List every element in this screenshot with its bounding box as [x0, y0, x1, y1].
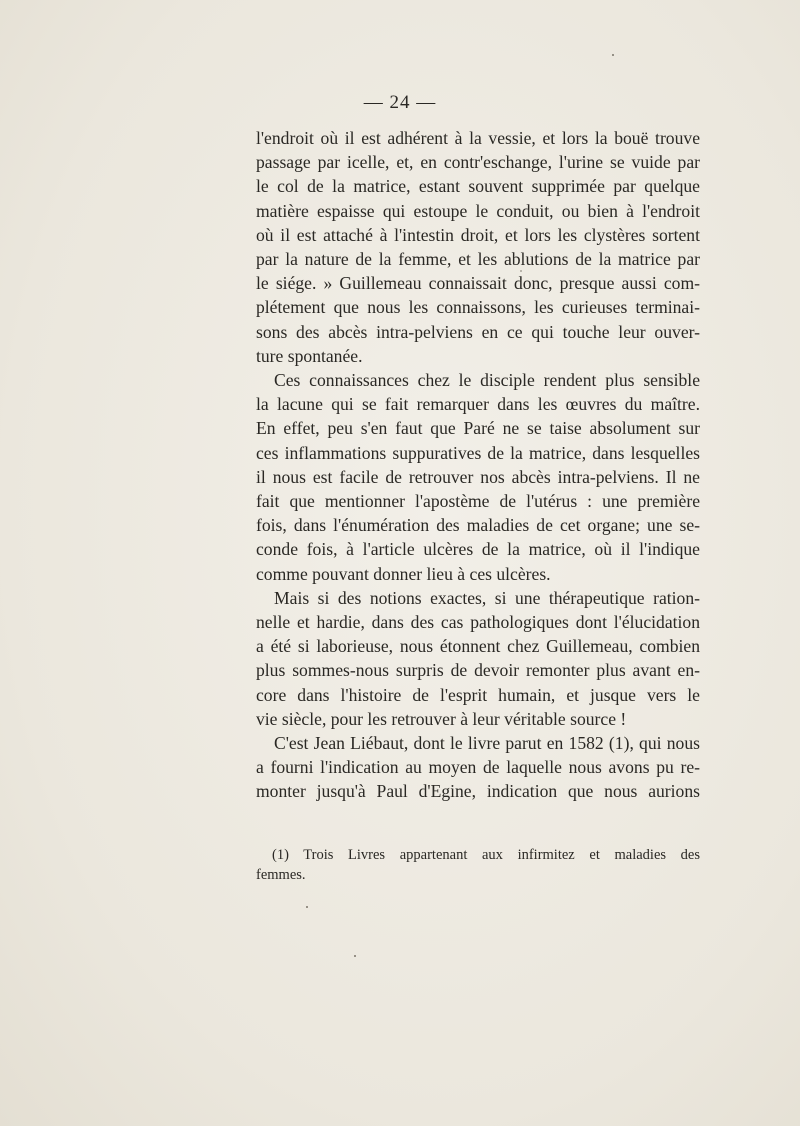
text-line: C'est Jean Liébaut, dont le livre parut en 1582 (1), qui nous	[274, 733, 700, 754]
text-line: a fourni l'indication au moyen de laquelle nous avons pu re-	[256, 757, 700, 778]
text-line: le col de la matrice, estant souvent supprimée par quelque	[256, 176, 700, 197]
text-line: nelle et hardie, dans des cas pathologiques dont l'élucidation	[256, 612, 700, 633]
page-number: — 24 —	[363, 92, 437, 113]
text-line: Mais si des notions exactes, si une thérapeutique ration-	[274, 587, 700, 608]
paragraph-2	[256, 368, 700, 586]
paragraph-4	[256, 731, 700, 804]
text-line: vie siècle, pour les retrouver à leur véritable source !	[256, 708, 627, 729]
text-line: comme pouvant donner lieu à ces ulcères.	[256, 563, 551, 584]
paragraph-1	[256, 126, 700, 368]
text-line: sons des abcès intra-pelviens en ce qui touche leur ouver-	[256, 321, 700, 342]
text-line: En effet, peu s'en faut que Paré ne se taise absolument sur	[256, 418, 700, 439]
text-line: ture spontanée.	[256, 345, 363, 366]
text-line: par la nature de la femme, et les ablutions de la matrice par	[256, 249, 700, 270]
paper-speck	[306, 906, 308, 908]
text-line: core dans l'histoire de l'esprit humain, et jusque vers le	[256, 684, 700, 705]
footnote-line: (1) Trois Livres appartenant aux infirmitez et maladies des	[272, 847, 700, 863]
text-line: matière espaisse qui estoupe le conduit, ou bien à l'endroit	[256, 200, 700, 221]
paragraph-3	[256, 586, 700, 731]
text-line: passage par icelle, et, en contr'eschange, l'urine se vuide par	[256, 152, 700, 173]
paper-speck	[354, 955, 356, 957]
footnote-line: femmes.	[256, 867, 306, 883]
text-line: le siége. » Guillemeau connaissait donc, presque aussi com-	[256, 273, 700, 294]
text-line: conde fois, à l'article ulcères de la matrice, où il l'indique	[256, 539, 700, 560]
paper-speck	[612, 54, 614, 56]
text-line: l'endroit où il est adhérent à la vessie, et lors la bouë trouve	[256, 128, 700, 148]
text-line: Ces connaissances chez le disciple rendent plus sensible	[274, 370, 700, 391]
footnote	[256, 845, 700, 885]
text-line: fois, dans l'énumération des maladies de cet organe; une se-	[256, 515, 700, 536]
paper-speck	[520, 270, 522, 272]
text-line: plétement que nous les connaissons, les curieuses terminai-	[256, 297, 700, 318]
text-line: fait que mentionner l'apostème de l'utérus : une première	[256, 491, 700, 512]
text-line: où il est attaché à l'intestin droit, et lors les clystères sortent	[256, 224, 700, 245]
body-text	[256, 126, 700, 804]
text-line: la lacune qui se fait remarquer dans les œuvres du maître.	[256, 394, 700, 415]
text-line: il nous est facile de retrouver nos abcès intra-pelviens. Il ne	[256, 466, 700, 487]
text-line: plus sommes-nous surpris de devoir remonter plus avant en-	[256, 660, 700, 681]
text-line: monter jusqu'à Paul d'Egine, indication que nous aurions	[256, 781, 700, 802]
text-line: ces inflammations suppuratives de la matrice, dans lesquelles	[256, 442, 700, 463]
text-line: a été si laborieuse, nous étonnent chez Guillemeau, combien	[256, 636, 700, 657]
